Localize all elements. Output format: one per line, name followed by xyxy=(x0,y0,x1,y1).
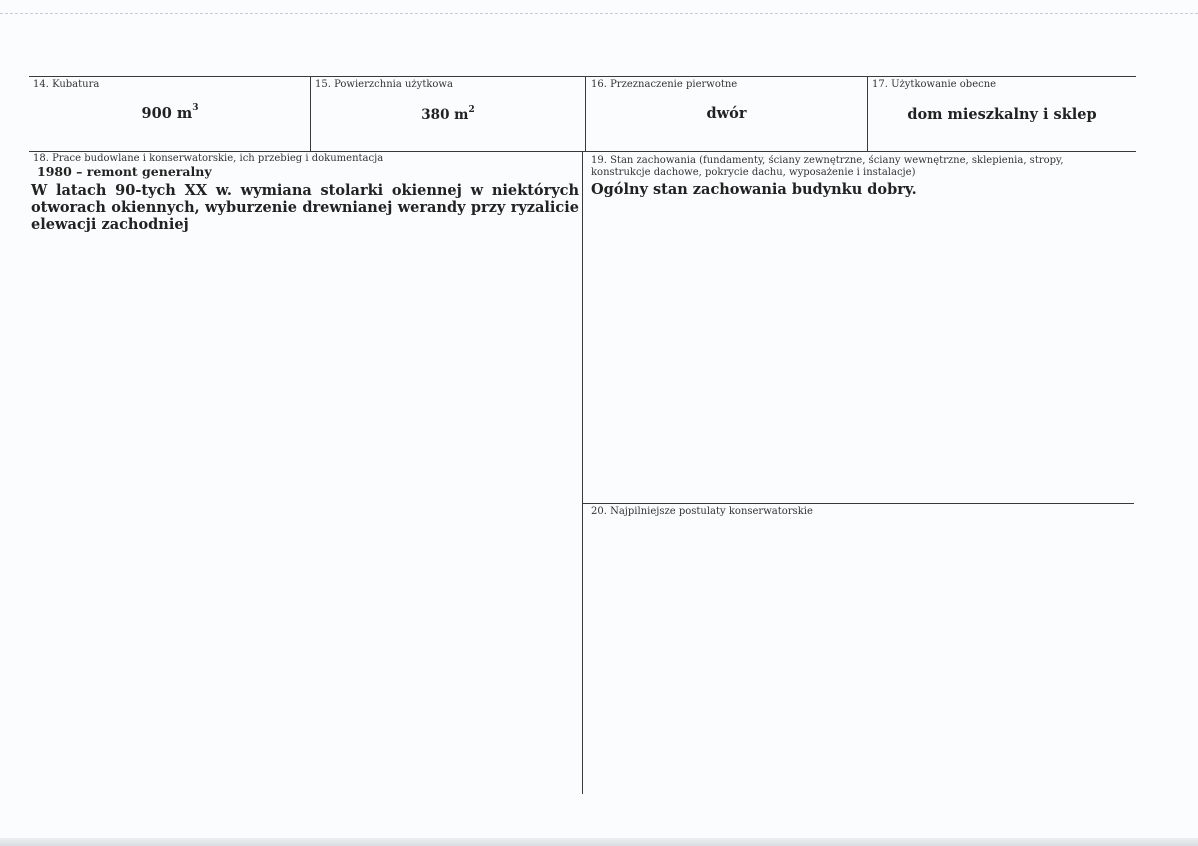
kubatura-number: 900 m xyxy=(141,105,193,122)
stan-zachowania-value: Ogólny stan zachowania budynku dobry. xyxy=(591,181,917,198)
postulaty-label: 20. Najpilniejsze postulaty konserwatorskie xyxy=(591,506,813,517)
przeznaczenie-value: dwór xyxy=(706,105,747,122)
page-bottom-edge xyxy=(0,838,1198,846)
page-top-edge xyxy=(0,13,1198,15)
kubatura-label: 14. Kubatura xyxy=(33,79,100,90)
main-column-divider xyxy=(582,151,583,794)
uzytkowanie-value: dom mieszkalny i sklep xyxy=(907,106,1097,123)
section20-top-border xyxy=(583,503,1134,504)
stan-zachowania-label: 19. Stan zachowania (fundamenty, ściany zewnętrzne, ściany wewnętrzne, sklepienia, stropy, konstrukcje dachowe, pokrycie dachu, wyposażenie i instalacje) xyxy=(591,155,1064,178)
powierzchnia-number: 380 m xyxy=(421,107,469,123)
powierzchnia-value xyxy=(311,107,585,123)
uzytkowanie-label: 17. Użytkowanie obecne xyxy=(872,79,997,90)
kubatura-value xyxy=(30,105,310,122)
kubatura-unit-sup: 3 xyxy=(192,103,199,113)
powierzchnia-label: 15. Powierzchnia użytkowa xyxy=(315,79,453,90)
prace-description: W latach 90-tych XX w. wymiana stolarki okiennej w niektórych otworach okiennych, wyburzenie drewnianej werandy przy ryzalicie elewacji zachodniej xyxy=(31,182,579,233)
przeznaczenie-label: 16. Przeznaczenie pierwotne xyxy=(591,79,738,90)
row1-top-border xyxy=(29,76,1136,77)
prace-budowlane-label: 18. Prace budowlane i konserwatorskie, ich przebieg i dokumentacja xyxy=(33,153,384,164)
prace-line-1980: 1980 – remont generalny xyxy=(37,164,212,179)
powierzchnia-unit-sup: 2 xyxy=(468,105,475,115)
